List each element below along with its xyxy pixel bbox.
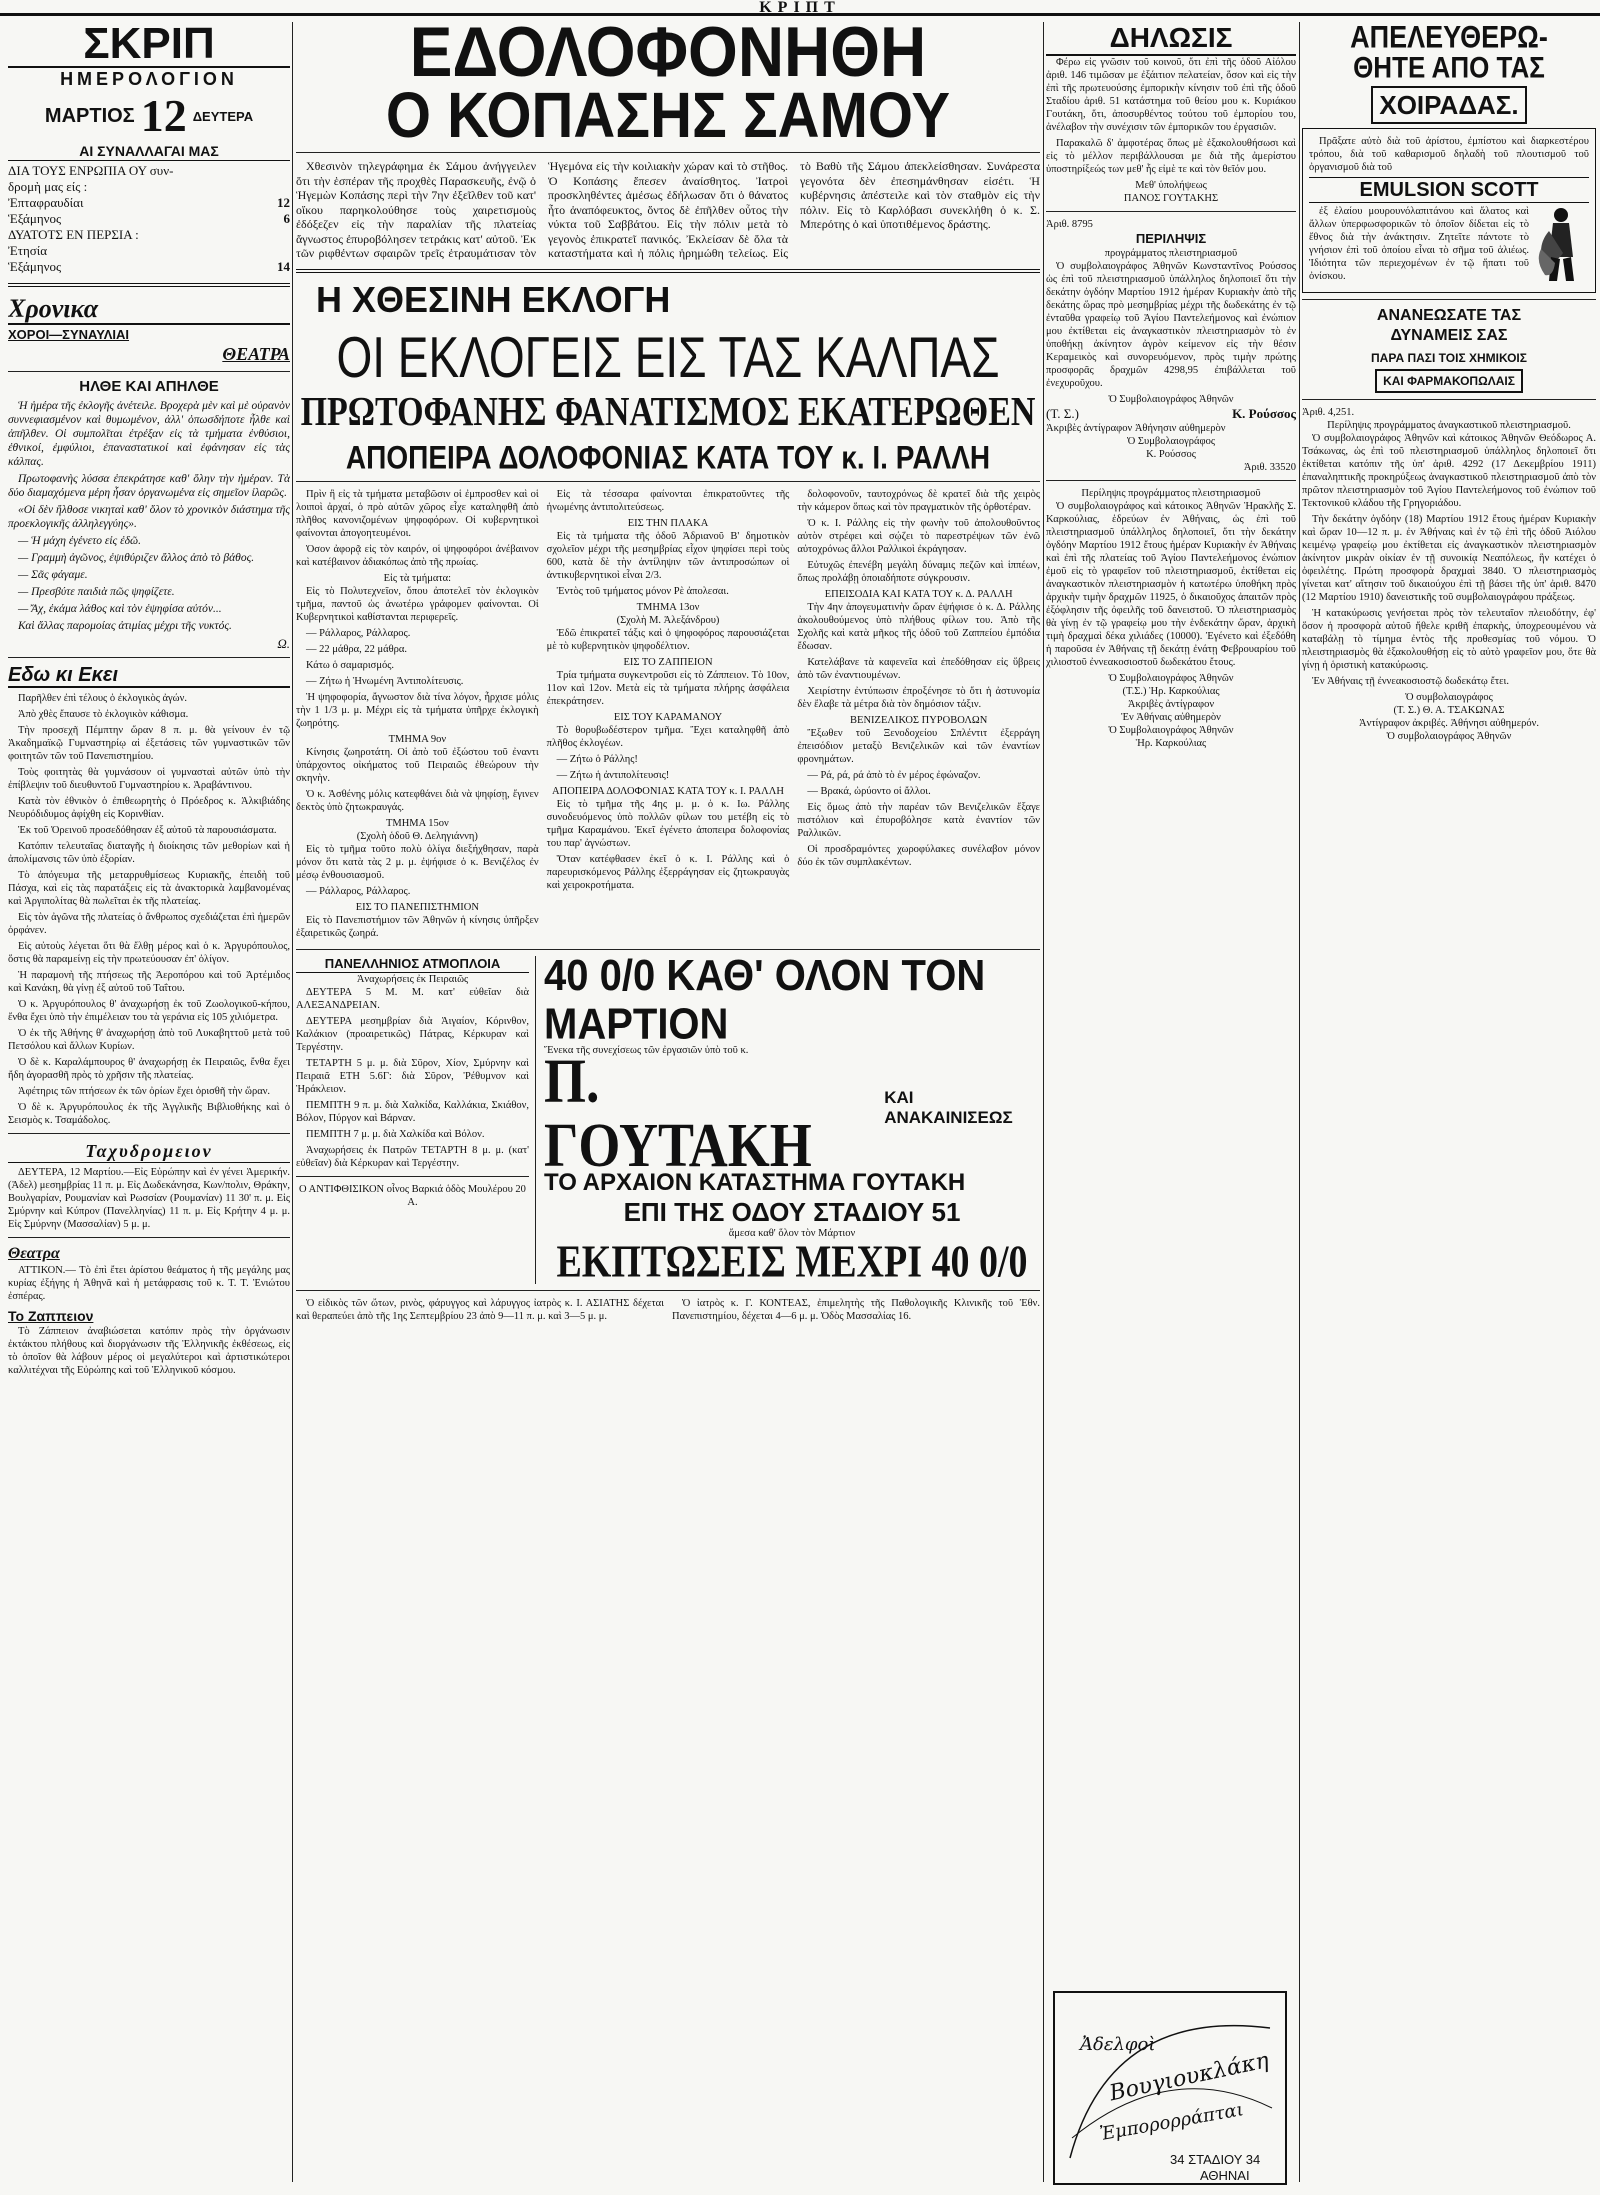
lead-article: Χθεσινὸν τηλεγράφημα ἐκ Σάμου ἀνήγγειλεν ὅτι τὴν ἑσπέραν τῆς προχθὲς Παρασκευῆς, ἐνῷ ὁ Ἡγεμὼν Κοπάσης περὶ τὴν 7ην ἐξεῖλθεν τοῦ κατ' οἴκου παρηκολούθησε τοὺς χαιρετισμοὺς ἐδόξεζεν εἰς τὴν παραλίαν τῆς πλατείας ἄγνωστος ἐπυροβόλησεν τετράκις κατ' αὐτοῦ. Ἐκ τῶν ριφθέντων σφαιρῶν τρεῖς ἐτραυμάτισαν τὸν Ἡγεμόνα εἰς τὴν κοιλιακὴν χώραν καὶ τὸ στῆθος. Ὁ Κοπάσης ἔπεσεν ἀναίσθητος. Ἰατροὶ προσκληθέντες ἀμέσως ἐδήλωσαν ὅτι ὁ θάνατος ἦτο ἀναπόφευκτος, ὄντος δὲ ἐπῆλθεν οὗτος τὴν νύκτα τοῦ Σαββάτου. Εἰς τὴν πόλιν μετὰ τὸ γεγονὸς ἐπικρατεῖ πανικός. Ἐκλείσαν δὲ ὅλα τὰ καταστήματα καὶ ἡ πόλις ἠρημώθη τελείως. Εἰς τὸ Βαθὺ τῆς Σάμου ἀπεκλείσθησαν. Συνάρεστα γεγονότα δὲν ἐπεσημάνθησαν εἰσέτι. Ἡ κυβέρνησις ἀπέστειλε καὶ τὸν σταθμὸν εἰς τὴν πόλιν. Εἰς τὸ Καρλόβασι συνεκλήθη ὁ κ. Σ. Μπερότης ὁ καὶ ὑποτιθέμενος δράστης. xyxy=(296,159,1040,260)
office-line: Ὁ Συμβολαιογράφος xyxy=(1127,436,1215,447)
notice-sig: Ὁ συμβολαιογράφος xyxy=(1405,692,1493,703)
number-label: Ἀριθ. 8795 xyxy=(1046,219,1093,230)
theatra-heading: ΘΕΑΤΡΑ xyxy=(222,344,290,364)
renew-line1: ΑΝΑΝΕΩΣΑΤΕ ΤΑΣ xyxy=(1376,307,1522,324)
article-paragraph: Χειρίστην ἐντύπωσιν ἐπροξένησε τὸ ὅτι ἡ ἀστυνομία δὲν ἔλαβε τὰ μέτρα διὰ τὸν δημόσιον τάξιν. xyxy=(797,685,1040,710)
ad-title-line1: ΑΠΕΛΕΥΘΕΡΩ- xyxy=(1350,22,1548,55)
office-name: Κ. Ρούσσος xyxy=(1146,449,1196,460)
divider xyxy=(1046,211,1296,212)
article-paragraph: Ἐδῶ ἐπικρατεῖ τάξις καὶ ὁ ψηφοφόρος παρουσιάζεται μὲ τὸ κυβερνητικὸν ψηφοδέλτιον. xyxy=(546,627,790,652)
story-paragraph: «Οἱ δὲν ἤλθοσε νικηταὶ καθ' ὅλον τὸ χρονικὸν διάστημα τῆς προεκλογικῆς ἀλληλεγγύης». xyxy=(8,504,290,530)
number-label: Ἀριθ. 33520 xyxy=(1243,462,1296,473)
article-paragraph: Οἱ προσδραμόντες χωροφύλακες συνέλαβον μόνον δύο ἐκ τῶν συμπλακέντων. xyxy=(797,843,1040,868)
office-name: Κ. Ρούσσος xyxy=(1232,406,1296,421)
column-rule xyxy=(1299,22,1300,2182)
article-paragraph: Κατελάβανε τὰ καφενεῖα καὶ ἐπεδόθησαν εἰς ὕβρεις ἀπὸ τῶν ἐναντιουμένων. xyxy=(797,656,1040,681)
story-signature: Ω. xyxy=(277,636,290,651)
bottom-ads xyxy=(296,951,1040,1287)
shipping-line: ΠΕΜΠΤΗ 9 π. μ. διὰ Χαλκίδα, Καλλάκια, Σκιάθον, Βόλον, Πύργον καὶ Βάρναν. xyxy=(296,1099,529,1124)
renew-line2: ΔΥΝΑΜΕΙΣ ΣΑΣ xyxy=(1390,327,1508,344)
calendar-label: ΗΜΕΡΟΛΟΓΙΟΝ xyxy=(60,69,238,89)
news-item: Ἡ παραμονὴ τῆς πτήσεως τῆς Ἀεροπόρου καὶ τοῦ Ἀρτέμιδος καὶ Κανάκη, θὰ γίνῃ ἐξ αὐτοῦ τοῦ Ταΐτου. xyxy=(8,970,290,994)
article-paragraph: — Ράλλαρος, Ράλλαρος. xyxy=(306,627,411,639)
logo-text: Ἐμπορορράπται xyxy=(1098,2099,1246,2146)
perilipsis2-title: Περίληψις προγράμματος πλειστηριασμοῦ xyxy=(1081,488,1261,499)
divider xyxy=(1302,399,1596,400)
divider xyxy=(1046,480,1296,481)
scott-intro: Πρᾶξατε αὐτὸ διὰ τοῦ ἀρίστου, ἐμπίστου καὶ διαρκεστέρου τρόπου, διὰ τοῦ καθαρισμοῦ δηλαδὴ τοῦ πλουτισμοῦ τοῦ ὀργανισμοῦ διὰ τοῦ xyxy=(1309,136,1589,173)
article-subhead: ΤΜΗΜΑ 9ον xyxy=(388,733,447,745)
divider xyxy=(296,152,1040,153)
logo-text: 34 ΣΤΑΔΙΟΥ 34 xyxy=(1170,2152,1261,2167)
shipping-line: Ἀναχωρήσεις ἐκ Πατρῶν ΤΕΤΑΡΤΗ 8 μ. μ. (κατ' εὐθεῖαν) διὰ Κέρκυραν καὶ Τεργέστην. xyxy=(296,1144,529,1169)
article-paragraph: Ὅταν κατέφθασεν ἐκεῖ ὁ κ. Ι. Ράλλης καὶ ὁ παρευρισκόμενος Ράλλης ἐξερράγησαν εἰς ζητωκραυγὰς καὶ χειροκροτήματα. xyxy=(546,853,790,891)
news-item: Κατόπιν τελευταῖας διαταγῆς ἡ διοίκησις τῶν μεθορίων καὶ ἡ ἀπολίμανσις τῶν ὑπὸ ἐξορίαν. xyxy=(8,841,290,865)
news-item: Ὁ ἐκ τῆς Ἀθήνης θ' ἀναχωρήσῃ ἀπὸ τοῦ Λυκαβηττοῦ μετὰ τοῦ Πετσόλου καὶ ἄλλων Κυρίων. xyxy=(8,1028,290,1052)
weekday-label: ΔΕΥΤΕΡΑ xyxy=(192,108,254,124)
article-paragraph: — Ζήτω ἡ Ἡνωμένη Ἀντιπολίτευσις. xyxy=(306,675,464,687)
article-subhead: ΕΙΣ ΤΟ ΠΑΝΕΠΙΣΤΗΜΙΟΝ xyxy=(355,901,479,913)
article-column xyxy=(797,488,1040,943)
article-paragraph: — 22 μάθρα, 22 μάθρα. xyxy=(306,643,408,655)
divider xyxy=(8,657,290,658)
divider xyxy=(8,371,290,372)
article-paragraph: Ὁ κ. Ἀσθένης μόλις κατεφθάνει διὰ νὰ ψηφίσῃ, ἔγινεν δεκτὸς ὑπὸ ζητωκραυγάς. xyxy=(296,788,539,813)
story-paragraph: — Πρεσβύτε παιδιὰ πῶς ψηφίζετε. xyxy=(18,586,175,598)
article-paragraph: Εἰς τὸ Πολυτεχνεῖον, ὅπου ἀποτελεῖ τὸν ἐκλογικὸν τμῆμα, παντοῦ ὡς ἀνωτέρω γράφομεν φαίνονται. Οἱ Κυβερνητικοὶ καθίστανται περιφερεῖς. xyxy=(296,585,539,623)
exchange-label: ΔΥΑΤΟΤΣ ΕΝ ΠΕΡΣΙΑ : xyxy=(8,227,139,242)
column-rule xyxy=(1043,22,1044,2182)
ad-title-line3: ΧΟΙΡΑΔΑΣ. xyxy=(1371,86,1526,124)
headline-attempt: ΑΠΟΠΕΙΡΑ ΔΟΛΟΦΟΝΙΑΣ ΚΑΤΑ ΤΟΥ κ. Ι. ΡΑΛΛΗ xyxy=(345,439,991,475)
article-subhead: ΑΠΟΠΕΙΡΑ ΔΟΛΟΦΟΝΙΑΣ ΚΑΤΑ ΤΟΥ κ. Ι. ΡΑΛΛΗ xyxy=(552,785,784,797)
office2-line: Ὁ Συμβολαιογράφος Ἀθηνῶν xyxy=(1108,725,1234,736)
exchange-row xyxy=(8,243,290,259)
news-item: Τὴν προσεχῆ Πέμπτην ὥραν 8 π. μ. θὰ γείνουν ἐν τῷ Ἀκαδημαϊκῷ Γυμναστηρίῳ αἱ ἐξετάσεις τῶν γυμναστικῶν τῶν φοιτητῶν τῶν τοῦ Πανεπιστημίου. xyxy=(8,725,290,762)
antiseptic-ad: Ο ΑΝΤΙΦΘΙΣΙΚΟΝ οἶνος Βαρκιά ὁδὸς Μουλέρου 20 Α. xyxy=(299,1183,526,1208)
headline-election: Η ΧΘΕΣΙΝΗ ΕΚΛΟΓΗ xyxy=(316,278,671,320)
exchange-label: Ἐπταφραυδίαι xyxy=(8,195,84,210)
sale-and: ΚΑΙ ΑΝΑΚΑΙΝΙΣΕΩΣ xyxy=(884,1087,1013,1127)
exchange-label: Ἑξάμηνος xyxy=(8,259,62,274)
headline-voters: ΟΙ ΕΚΛΟΓΕΙΣ ΕΙΣ ΤΑΣ ΚΑΛΠΑΣ xyxy=(336,324,1000,389)
article-subhead: ΕΙΣ ΤΗΝ ΠΛΑΚΑ xyxy=(627,517,709,529)
divider xyxy=(296,269,1040,273)
article-subhead: ΕΙΣ ΤΟ ΖΑΠΠΕΙΟΝ xyxy=(623,656,713,668)
theatra2-heading: Θεατρα xyxy=(8,1245,60,1262)
office2-line: Ἐν Ἀθήναις αὐθημερὸν xyxy=(1121,712,1221,723)
perilipsis-text: Ὁ συμβολαιογράφος Ἀθηνῶν Κωνσταντῖνος Ρούσσος ὡς ἐπὶ τοῦ πλειστηριασμοῦ ὑπάλληλος δηλοποιεῖ ὅτι τὴν δεκάτην ὀγδόην Μαρτίου 1912 ἡμέραν Κυριακὴν ἀπὸ τῆς δεκάτης ὥρας πρὸ μεσημβρίας μέχρι τῆς δωδεκάτης ἐν τῷ ἐνταῦθα γραφείῳ τοῦ Ἁγίου Παντελεήμονος καὶ ἐνώπιον μου ἐκτίθεται εἰς ἀναγκαστικὸν πλειστηριασμὸν τὸ ἐν ὑποθήκῃ ἀκίνητον ἀγρὸν κείμενον εἰς τὴν θέσιν Κεραμεικὸς καὶ συνορευόμενον, πρὸς τιμὴν πρώτης προσφορᾶς δραχμῶν 4298,95 ἐπιβάλλεται τοῦ ἐνεχυροῦχου. xyxy=(1046,261,1296,389)
exchange-label: δρομὴ μας είς : xyxy=(8,179,88,194)
article-column xyxy=(547,488,790,943)
month-label: ΜΑΡΤΙΟΣ xyxy=(44,105,135,127)
logo-text: Ἀδελφοὶ xyxy=(1080,2034,1156,2055)
office2-line: Ἀκριβὲς ἀντίγραφον xyxy=(1127,699,1215,710)
day-number: 12 xyxy=(140,90,187,141)
goutakis-ad xyxy=(544,951,1040,1287)
shipping-subtitle: Ἀναχωρήσεις ἐκ Πειραιῶς xyxy=(356,973,469,985)
office-line: Ἀκριβὲς ἀντίγραφον Ἀθήνησιν αὐθημερὸν xyxy=(1046,423,1226,434)
footer-ad: Ὁ ἰατρὸς κ. Γ. ΚΟΝΤΕΑΣ, ἐπιμελητὴς τῆς Παθολογικῆς Κλινικῆς τοῦ Ἐθν. Πανεπιστημίου, δέχεται 4—6 μ. μ. Ὁδὸς Μασσαλίας 16. xyxy=(672,1297,1040,1322)
story-paragraph: — Ἡ μάχη ἐγένετο εἰς ἐδῶ. xyxy=(18,535,141,547)
story-paragraph: — Γραμμὴ ἀγῶνος, ἐψιθύριζεν ἄλλος ἀπὸ τὸ βάθος. xyxy=(18,552,255,564)
article-subhead: Εἰς τὰ τμήματα: xyxy=(383,572,452,584)
exchange-row xyxy=(8,211,290,227)
center-column xyxy=(296,22,1040,2182)
article-paragraph: Εἰς τὸ τμῆμα τοῦτο πολὺ ὀλίγα διεξήχθησαν, παρὰ μόνον ὅτι κατὰ τὰς 2 μ. μ. ἐψήφισε ὁ κ. Βενιζέλος ἐν μέσῳ ἐνθουσιασμοῦ. xyxy=(296,843,539,881)
article-paragraph: Ἡ ψηφοφορία, ἄγνωστον διὰ τίνα λόγον, ἦρχισε μόλις τὴν 1 1/3 μ. μ. Μέχρι εἰς τὰ τμήματα ὑπῆρχε ἐκλογικὴ ζωηρότης. xyxy=(296,691,539,729)
news-item: Τοὺς φοιτητὰς θὰ γυμνάσουν οἱ γυμνασταὶ αὐτῶν ὑπὸ τὴν ἐπίβλεψιν τοῦ διευθυντοῦ Γυμναστηρίου κ. Ἀραβάντινου. xyxy=(8,767,290,791)
exchange-row xyxy=(8,179,290,195)
scott-body: ἐξ ἐλαίου μουρουνόλαπιτάνου καὶ ἄλατος καὶ ἄλλων ὑπερφωσφορικῶν τὸ ὁποῖον δίδεται εἰς τὸ ἔθνος διὰ τὴν ἀνάκτησιν. Ζητεῖτε πάντοτε τὸ γνήσιον ἐπὶ τοῦ ὁποίου εἶναι τὸ σῆμα τοῦ ἁλιέως. Ἰδιότητα τῶν περιεχομένων ἐν τῷ ἥπατι τοῦ ὀνίσκου. xyxy=(1309,206,1529,282)
article-paragraph: — Ράλλαρος, Ράλλαρος. xyxy=(306,885,411,897)
shipping-line: ΠΕΜΠΤΗ 7 μ. μ. διὰ Χαλκίδα καὶ Βόλον. xyxy=(306,1128,485,1140)
news-item: Ἐκ τοῦ Ὀρεινοῦ προσεδόθησαν ἐξ αὐτοῦ τὰ παρουσιάσματα. xyxy=(18,825,277,836)
news-item: Ἀφέτηρις τῶν πτήσεων ἐκ τῶν ὀρίων ἔχει ὁρισθῆ τὴν ὥραν. xyxy=(18,1086,271,1097)
headline-fanaticism: ΠΡΩΤΟΦΑΝΗΣ ΦΑΝΑΤΙΣΜΟΣ ΕΚΑΤΕΡΩΘΕΝ xyxy=(300,389,1036,435)
declaration-paragraph: Φέρω εἰς γνῶσιν τοῦ κοινοῦ, ὅτι ἐπὶ τῆς ὁδοῦ Αἰόλου ἀριθ. 146 τιμῶσαν με ἐξάιτιον πελατείαν, ὅσον καὶ εἰς τὴν ἐπὶ τῆς πρωτευούσης ἐμπορικὴν κίνησιν τοῦ ἐπὶ τῆς ὁδοῦ Σταδίου ἀριθ. 51 κατάστημα τοῦ θείου μου κ. Κυριάκου Γουτάκη, ὅτι, ἀποσυρθέντος τούτου τοῦ ἐμπορίου του, ἀνέλαβον τὴν συνέχισιν τῶν ἐμπορικῶν του ἐργασιῶν. xyxy=(1046,57,1296,133)
article-paragraph: Τρία τμήματα συγκεντροῦσι εἰς τὸ Ζάππειον. Τὸ 10ον, 11ον καὶ 12ον. Μετὰ εἰς τὰ τμήματα πλήρης ἀσφάλεια ἐπεκράτησεν. xyxy=(546,669,790,707)
scott-ad xyxy=(1302,128,1596,293)
divider xyxy=(8,1237,290,1238)
news-item: Ἀπὸ χθὲς ἔπαυσε τὸ ἐκλογικὸν κάθισμα. xyxy=(18,709,189,720)
exchange-label: ΔΙΑ ΤΟΥΣ ΕΝΡΩΠΙΑ ΟΥ συν- xyxy=(8,163,174,178)
divider xyxy=(296,949,1040,950)
news-item: Κατὰ τὸν ἐθνικὸν ὁ ἐπιθεωρητὴς ὁ Πρόεδρος κ. Ἀλκιβιάδης Νευρόδιδυμος ἀφίχθη εἰς Κορινθίαν. xyxy=(8,796,290,820)
news-item: Ὁ δὲ κ. Καραλάμπουρος θ' ἀναχωρήσῃ ἐκ Πειραιῶς, ἔνθα ἔχει ἤδη ἀγορασθῆ πρὸς τὸ χρῆσιν τῆς πλατείας. xyxy=(8,1057,290,1081)
emulsion-brand: EMULSION SCOTT xyxy=(1309,177,1589,203)
chronika-heading: Χρονικα xyxy=(8,295,290,325)
sale-big: ΕΚΠΤΩΣΕΙΣ ΜΕΧΡΙ 40 0/0 xyxy=(556,1236,1028,1287)
notice-sig: (Τ. Σ.) Θ. Α. ΤΣΑΚΩΝΑΣ xyxy=(1393,705,1505,716)
third-column xyxy=(1046,22,1296,2182)
left-column xyxy=(8,22,290,2182)
sale-sub: Ἕνεκα τῆς συνεχίσεως τῶν ἐργασιῶν ὑπὸ τοῦ κ. xyxy=(544,1044,749,1056)
office-line: Ὁ Συμβολαιογράφος Ἀθηνῶν xyxy=(1108,394,1234,405)
article-paragraph: Κάτω ὁ σαμαρισμός. xyxy=(306,659,395,671)
zappeion-heading: Το Ζαππειον xyxy=(8,1308,94,1324)
masthead-title: ΚΡΙΠΤ xyxy=(759,0,841,16)
divider xyxy=(296,1290,1040,1291)
article-body xyxy=(296,488,1040,943)
article-paragraph: — Βρακά, ὠρύοντο οἱ ἄλλοι. xyxy=(807,785,931,797)
notice-paragraph: Ἐν Ἀθήναις τῇ ἐννεακοσιοστῷ δωδεκάτῳ ἔτει. xyxy=(1312,676,1509,687)
skrip-title: ΣΚΡΙΠ xyxy=(8,22,290,68)
theatra2-text: ΑΤΤΙΚΟΝ.— Τὸ ἐπὶ ἔτει ἀρίστου θεάματος ἡ τῆς μεγάλης μας κυρίας ἐξήγης ἡ Ἀθηνᾶ καὶ ἡ μετάφρασις τοῦ κ. Τ. Τ. Ἑνιώτου ἐσπέρας. xyxy=(8,1265,290,1302)
article-paragraph: Τὴν 4ην ἀπογευματινὴν ὥραν ἐψήφισε ὁ κ. Δ. Ράλλης ἀκολουθούμενος ὑπὸ πλήθους φίλων του. Ἀπὸ τῆς Σχολῆς καὶ κατὰ μῆκος τῆς ὁδοῦ τοῦ Ζαππείου ἐμπόδια ἔδωσαν. xyxy=(797,601,1040,652)
article-paragraph: Εἰς τὰ τμήματα τῆς ὁδοῦ Ἀδριανοῦ Β' δημοτικὸν σχολεῖον μέχρι τῆς μεσημβρίας εἶχον ψηφίσει περὶ τοὺς 600, κατὰ δὲ τὴν ἀντίληψιν τῶν ἀντιπροσώπων οἱ ἀντικυβερνητικοὶ εἶναι 2/3. xyxy=(546,530,790,581)
article-subhead: ΕΙΣ ΤΟΥ ΚΑΡΑΜΑΝΟΥ xyxy=(613,711,723,723)
tailors-logo xyxy=(1050,1988,1290,2188)
post-text: ΔΕΥΤΕΡΑ, 12 Μαρτίου.—Εἰς Εὐρώπην καὶ ἐν γένει Ἀμερικήν. (Ἀδελ) μεσημβρίας 11 π. μ. Εἰς Δωδεκάνησα, Κων/πολιν, Θράκην, Βουλγαρίαν, Ρουμανίαν καὶ Ρωσσίαν (Ρουμανίαν) 11 30' π. μ. Εἰς Σμύρνην καὶ Κύπρον (Πανελληνίας) 11 π. μ. Εἰς Κρήτην 4 μ. μ. Εἰς Σμύρνην (Μασσαλίαν) 5 μ. μ. xyxy=(8,1167,290,1230)
notice-paragraph: Ἡ κατακύρωσις γενήσεται πρὸς τὸν τελευταῖον πλειοδότην, ἐφ' ὅσον ἡ προσφορὰ αὐτοῦ ἤθελε κριθῆ ἐπαρκὴς, ὑποχρεουμένου νὰ καταβάλῃ τὸ τίμημα ἐντὸς τῆς προθεσμίας τοῦ νόμου. Ὁ πλειστηριασμὸς θὰ ἐξακολουθήσῃ εἰς τὸ αὐτὸ γραφεῖον μου, ὅτε θὰ γίνῃ ἡ ὁριστικὴ κατακύρωσις. xyxy=(1302,608,1596,671)
office-sig-row xyxy=(1046,406,1296,422)
declaration-title: ΔΗΛΩΣΙΣ xyxy=(1046,22,1296,56)
exchange-value: 14 xyxy=(277,259,290,274)
divider xyxy=(296,1176,529,1177)
divider xyxy=(1302,299,1596,300)
divider xyxy=(8,283,290,287)
exchange-row xyxy=(8,195,290,211)
news-item: Ὁ δὲ κ. Ἀργυρόπουλος ἐκ τῆς Ἀγγλικῆς Βιβλιοθήκης καὶ ὁ Σεισμὸς κ. Τσαμάδολος. xyxy=(8,1102,290,1126)
news-item: Εἰς τὸν ἀγῶνα τῆς πλατείας ὁ ἄνθρωπος σχεδιάζεται ἐπὶ ἡμερῶν ὀρφάνεν. xyxy=(8,912,290,936)
article-paragraph: Εἰς τὸ τμῆμα τῆς 4ης μ. μ. ὁ κ. Ιω. Ράλλης συνοδευόμενος ὑπὸ πολλῶν φίλων του μετέβη εἰς τὸ τμῆμα Καραμάνου. Ἐκεῖ ἐγένετο ἀποπειρα δολοφονίας του παρ' ἀγνώστων. xyxy=(546,798,790,849)
shipping-title: ΠΑΝΕΛΛΗΝΙΟΣ ΑΤΜΟΠΛΟΙΑ xyxy=(296,956,529,973)
sale-percent: 40 0/0 ΚΑΘ' ΟΛΟΝ ΤΟΝ ΜΑΡΤΙΟΝ xyxy=(544,951,986,1048)
article-paragraph: Εὐτυχῶς ἐπενέβη μεγάλη δύναμις πεζῶν καὶ ἱππέων, ὅπως προλάβῃ ὁποιαδήποτε σύγκρουσιν. xyxy=(797,559,1040,584)
article-paragraph: — Ζήτω ὁ Ράλλης! xyxy=(556,753,638,765)
declaration-paragraph: Παρακαλῶ δ' ἀμφοτέρας ὅπως μὲ ἐξακολουθήσωσι καὶ εἰς τὸ μέλλον περιβάλλουσαι με διὰ τῆς ἀμερίστου ὑποστηρίξεώς των μεθ' ἧς εἰμὲ τε καὶ τὸν θεῖόν μου. xyxy=(1046,138,1296,175)
exchange-value: 12 xyxy=(277,195,290,210)
footer-ad: Ὁ εἰδικὸς τῶν ὤτων, ρινὸς, φάρυγγος καὶ λάρυγγος ἰατρὸς κ. Ι. ΑΣΙΑΤΗΣ δέχεται καὶ θεραπεύει ἀπὸ τῆς 1ης Σεπτεμβρίου 23 ἀπὸ 9—11 π. μ. καὶ 3—5 μ. μ. xyxy=(296,1297,664,1322)
article-paragraph: Εἰς τὰ τέσσαρα φαίνονται ἐπικρατοῦντες τῆς ἡνωμένης ἀντιπολιτεύσεως. xyxy=(546,488,790,513)
declaration-sig: Μεθ' ὑπολήψεως xyxy=(1135,180,1207,191)
news-item: Τὸ ἀπόγευμα τῆς μεταρρυθμίσεως Κυριακῆς, ἐπειδὴ τοῦ Πάσχα, καὶ εἰς τὰς παρατάξεις εἰς τὰ ἀνακτορικὰ λαμβανομένας καὶ Ἀργιπολίτας θὰ πωλεῖται ἐκ τῆς πλατείας. xyxy=(8,870,290,907)
exchange-row xyxy=(8,163,290,179)
article-paragraph: Εἰς ὅμως ἀπὸ τὴν παρέαν τῶν Βενιζελικῶν ἔξαγε πιστόλιον καὶ ἐπυροβόλησε κατὰ ἐναντίον τῶν Ραλλικῶν. xyxy=(797,801,1040,839)
perilipsis2-text: Ὁ συμβολαιογράφος καὶ κάτοικος Ἀθηνῶν Ἡρακλῆς Σ. Καρκούλιας, ἑδρεύων ἐν Ἀθήναις, ὡς ἐπὶ τοῦ πλειστηριασμοῦ ὑπάλληλος δηλοποιεῖ, ὅτι τὴν δεκάτην ὀγδόην Μαρτίου 1912 ἔτους ἡμέραν Κυριακὴν ἐν Ἀθήναις καὶ ἐπὶ τῆς πλατείας τοῦ Ἁγίου Παντελεήμονος ἐνώπιον ἐμοῦ εἰς τὸ γραφεῖον τοῦ πλειστηριασμοῦ, ἐκτίθεται εἰς ἀναγκαστικὸν πλειστηριασμὸν ἡ κατωτέρω ὑποθήκη πρὸς ἀρχικὴν τιμὴν δραχμῶν 11925, ὁ δικαιοῦχος ἀπαιτῶν πρὸς ἐξόφλησιν τῆς ὀφειλῆς τοῦ δανειστοῦ. Ὁ πλειστηριασμὸς θὰ γίνῃ ἐν τῷ γραφείῳ μου τὴν ἑνδεκάτην ὥραν, ἀρχικὴ τιμὴ δραχμαὶ δέκα χιλιάδες (10000). Ἐγένετο καὶ ἐξεδόθη ἡ παροῦσα ἐν Ἀθήναις τῇ δεκάτῃ ἐνάτῃ Φεβρουαρίου τοῦ χιλιοστοῦ ἐννεακοσιοστοῦ δωδεκάτου ἔτους. xyxy=(1046,501,1296,668)
exchange-label: Ἑξάμηνος xyxy=(8,211,62,226)
perilipsis-sub: προγράμματος πλειστηριασμοῦ xyxy=(1104,248,1238,259)
right-column xyxy=(1302,22,1596,2182)
exchange-value: 6 xyxy=(283,211,290,226)
article-subhead: ΒΕΝΙΖΕΛΙΚΟΣ ΠΥΡΟΒΟΛΩΝ xyxy=(850,714,988,726)
exchange-table xyxy=(8,163,290,275)
article-paragraph: Ἐντὸς τοῦ τμήματος μόνον Ρὲ ἀπολεσαι. xyxy=(556,585,729,597)
story-paragraph: Πρωτοφανὴς λύσσα ἐπεκράτησε καθ' ὅλην τὴν ἡμέραν. Τὰ δύο διαμαχόμενα μέρη ἦσαν ὀργανωμένα εἰς σημεῖον ἰλαρῶς. xyxy=(8,473,290,499)
divider xyxy=(8,1133,290,1134)
exchange-label: Ἐτησία xyxy=(8,243,48,258)
news-item: Εἰς αὐτοὺς λέγεται ὅτι θὰ ἔλθῃ μέρος καὶ ὁ κ. Ἀργυρόπουλος, ὅστις θὰ παραμείνῃ εἰς τὴν πρωτεύουσαν ἐπ' ὀλίγον. xyxy=(8,941,290,965)
perilipsis-title: ΠΕΡΙΛΗΨΙΣ xyxy=(1135,231,1207,246)
post-heading: Ταχυδρομειον xyxy=(8,1140,290,1163)
notice-number: Ἀριθ. 4,251. xyxy=(1302,407,1355,418)
office2-line: Ἡρ. Καρκούλιας xyxy=(1135,738,1207,749)
exchange-row xyxy=(8,259,290,275)
article-subhead: ΕΠΕΙΣΟΔΙΑ ΚΑΙ ΚΑΤΑ ΤΟΥ κ. Δ. ΡΑΛΛΗ xyxy=(824,588,1013,600)
article-paragraph: Ὁσον ἀφορᾷ εἰς τὸν καιρόν, οἱ ψηφοφόροι ἀνέβαινον καὶ κατέβαινον ἀδιακόπως ἀπὸ τῆς πρωίας. xyxy=(296,543,539,568)
shipping-ad xyxy=(296,956,536,1284)
choroi-heading: ΧΟΡΟΙ—ΣΥΝΑΥΛΙΑΙ xyxy=(8,327,130,342)
shipping-line: ΔΕΥΤΕΡΑ 5 Μ. Μ. κατ' εὐθεῖαν διὰ ΑΛΕΞΑΝΔΡΕΙΑΝ. xyxy=(296,986,529,1011)
column-rule xyxy=(292,22,293,2182)
article-paragraph: Ἔξωθεν τοῦ Ξενοδοχείου Σπλέντιτ ἐξερράγη ἐπεισόδιον μεταξὺ Βενιζελικῶν καὶ τῶν ἐναντίων φρονημάτων. xyxy=(797,727,1040,765)
ad-title-box xyxy=(1302,86,1596,124)
ad-title-line2: ΘΗΤΕ ΑΠΟ ΤΑΣ xyxy=(1353,49,1545,85)
renew-box xyxy=(1302,369,1596,393)
story-paragraph: Καὶ ἄλλας παρομοίας ἀτιμίας μέχρι τῆς νυκτός. xyxy=(18,620,232,632)
article-paragraph: — Ζήτω ἡ ἀντιπολίτευσις! xyxy=(556,769,670,781)
article-paragraph: Πρὶν ἢ εἰς τὰ τμήματα μεταβῶσιν οἱ ἐμπροσθεν καὶ οἱ λοιποὶ ἀρχαί, ὁ πρὸ αὐτῶν χῶρος εἶχε καταληφθῆ ἀπὸ πλῆθος κανονιζομένων ψηφοφόρων. Οἱ κυβερνητικοὶ φαίνονται ἀπογοητευμένοι. xyxy=(296,488,539,539)
edo-heading: Εδω κι Εκει xyxy=(8,664,290,688)
sale-note: ἄμεσα καθ' ὅλον τὸν Μάρτιον xyxy=(728,1227,856,1239)
story-paragraph: — Σᾶς φάγαμε. xyxy=(18,569,88,581)
divider xyxy=(296,481,1040,482)
notice-paragraph: Τὴν δεκάτην ὀγδόην (18) Μαρτίου 1912 ἔτους ἡμέραν Κυριακὴν καὶ ὥραν 10—12 π. μ. ἐν Ἀθήναις καὶ ἐν τῷ ἐπὶ τῆς ὁδοῦ Ἀιόλου κειμένῳ γραφείῳ μου ἐκτίθεται εἰς ἀναγκαστικὸν πλειστηριασμὸν ἀκίνητον μικρὰν οἰκίαν ἐν τῇ συνοικίᾳ Νεαπόλεως, ἣν κατέχει ὁ ὀφειλέτης. Πρώτη προσφορὰ δραχμαὶ 3840. Ὁ πλειστηριασμὸς γίνεται κατ' αἴτησιν τοῦ δικαιούχου ἐπὶ τῇ βάσει τῆς ὑπ' ἀριθ. 8470 (12 Μαρτίου 1910) δανειστικῆς τοῦ συμβολαιογράφου πράξεως. xyxy=(1302,514,1596,603)
fisherman-figure xyxy=(1533,205,1589,283)
notice-title: Περίληψις προγράμματος ἀναγκαστικοῦ πλειστηριασμοῦ. xyxy=(1327,420,1571,431)
office2-line: (Τ.Σ.) Ἡρ. Καρκούλιας xyxy=(1122,686,1220,697)
declaration-sig: ΠΑΝΟΣ ΓΟΥΤΑΚΗΣ xyxy=(1123,193,1219,204)
article-paragraph: — Ρά, ρά, ρά ἀπὸ τὸ ἐν μέρος ἐφώναζον. xyxy=(807,769,981,781)
shipping-line: ΔΕΥΤΕΡΑ μεσημβρίαν διὰ Ἀιγαίον, Κόρινθον, Καλάκιον (προαιρετικῶς) Πάτρας, Κέρκυραν καὶ Τεργέστην. xyxy=(296,1015,529,1053)
article-subhead: (Σχολὴ Μ. Ἀλεξάνδρου) xyxy=(616,614,720,626)
article-subhead: (Σχολὴ ὁδοῦ Θ. Δεληγιάννη) xyxy=(356,830,478,842)
sale-street: ΕΠΙ ΤΗΣ ΟΔΟΥ ΣΤΑΔΙΟΥ 51 xyxy=(623,1196,961,1227)
sale-store: ΤΟ ΑΡΧΑΙΟΝ ΚΑΤΑΣΤΗΜΑ ΓΟΥΤΑΚΗ xyxy=(544,1168,966,1196)
exchange-row xyxy=(8,227,290,243)
office2-line: Ὁ Συμβολαιογράφος Ἀθηνῶν xyxy=(1108,673,1234,684)
date-block xyxy=(8,90,290,141)
logo-text: Βουγιουκλάκη xyxy=(1107,2048,1272,2107)
zappeion-text: Τὸ Ζάππειον ἀναβιώσεται κατόπιν πρὸς τὴν ὀργάνωσιν ἐκτάκτου πλήθους καὶ διοργάνωσιν τῆς Ἑλληνικῆς ἐκθέσεως, εἰς τὸ ὁποῖον θὰ λάβουν μέρος οἱ μεγαλύτεροι καὶ ἀρτιστικώτεροι καλλιτέχναι τῆς Εὐρώπης καὶ τοῦ Ἑλληνικοῦ κόσμου. xyxy=(8,1326,290,1376)
news-item: Παρῆλθεν ἐπὶ τέλους ὁ ἐκλογικὸς ἀγών. xyxy=(18,693,187,704)
renew-line3: ΠΑΡΑ ΠΑΣΙ ΤΟΙΣ ΧΗΜΙΚΟΙΣ xyxy=(1371,351,1527,365)
article-paragraph: Τὸ θορυβωδέστερον τμῆμα. Ἔχει καταληφθῆ ἀπὸ πλῆθος ἐκλογέων. xyxy=(546,724,790,749)
story-title: ΗΛΘΕ ΚΑΙ ΑΠΗΛΘΕ xyxy=(79,378,219,395)
article-paragraph: δολοφονοῦν, ταυτοχρόνως δὲ κρατεῖ διὰ τῆς χειρὸς τὴν κάμερον ὅπως καὶ τὸν πραγματικὸν τῆς ὀρθοτέραν. xyxy=(797,488,1040,513)
notice-sig: Ὁ συμβολαιογράφος Ἀθηνῶν xyxy=(1386,731,1512,742)
article-column xyxy=(296,488,539,943)
news-item: Ὁ κ. Ἀργυρόπουλος θ' ἀναχωρήσῃ ἐκ τοῦ Ζωολογικοῦ-κήπου, ἔνθα ἔχει ὑπὸ τὴν ἐπιμέλειαν του τὰ γεράνια εἰς 105 χιλιόμετρα. xyxy=(8,999,290,1023)
sale-name: Π. ΓΟΥΤΑΚΗ xyxy=(544,1045,812,1180)
article-paragraph: Ὁ κ. Ι. Ράλλης εἰς τὴν φωνὴν τοῦ ἀπολουθοῦντος αὐτὸν στρέφει καὶ σῴζει τὸ παρεστρέψων τῶν ἐνῶ αὐτοχρόνως ἄλλοι Ραλλικοὶ ἐκράγησαν. xyxy=(797,517,1040,555)
exchange-title: ΑΙ ΣΥΝΑΛΛΑΓΑΙ ΜΑΣ xyxy=(8,142,290,161)
article-paragraph: Κίνησις ζωηροτάτη. Οἱ ἀπὸ τοῦ ἐξώστου τοῦ ἐναντι ὑπάρχοντος οἰκήματος τοῦ Πειραιῶς ἐθεώρουν τὴν σκηνὴν. xyxy=(296,746,539,784)
logo-text: ΑΘΗΝΑΙ xyxy=(1200,2168,1250,2183)
notice-sig: Ἀντίγραφον ἀκριβές. Ἀθήνησι αὐθημερόν. xyxy=(1358,718,1540,729)
article-subhead: ΤΜΗΜΑ 13ον xyxy=(636,601,700,613)
article-subhead: ΤΜΗΜΑ 15ον xyxy=(385,817,449,829)
shipping-line: ΤΕΤΑΡΤΗ 5 μ. μ. διὰ Σῦρον, Χίον, Σμύρνην καὶ Πειραιᾶ ΕΤΗ 5.6Γ: διὰ Σῦρον, Ῥέθυμνον καὶ Ἡράκλειον. xyxy=(296,1057,529,1095)
notice-text: Ὁ συμβολαιογράφος Ἀθηνῶν καὶ κάτοικος Ἀθηνῶν Θεόδωρος Α. Τσάκωνας, ὡς ἐπὶ τοῦ πλειστηριασμοῦ ὑπάλληλος δηλοποιεῖ ὅτι ἐκτίθεται κατόπιν τῆς ὑπ' ἀριθ. 4292 (17 Δεκεμβρίου 1911) ἐπαναληπτικῆς προκηρύξεως ἀναγκαστικοῦ πλειστηριασμοῦ ἀπὸ τὸν πρῶτον πλειστηριασμὸν τοῦ Ἀγίου Παντελεήμονος τοῦ ἐνώπιον τοῦ Τεκτονικοῦ κλάδου τῆς Γρηγοριάδου. xyxy=(1302,433,1596,509)
renew-line4: ΚΑΙ ΦΑΡΜΑΚΟΠΩΛΑΙΣ xyxy=(1375,369,1523,393)
article-paragraph: Εἰς τὸ Πανεπιστήμιον τῶν Ἀθηνῶν ἡ κίνησις ὑπῆρξεν ἐξαιρετικῶς ζωηρά. xyxy=(296,914,539,939)
story-paragraph: Ἡ ἡμέρα τῆς ἐκλογῆς ἀνέτειλε. Βροχερὰ μὲν καὶ μὲ οὐρανὸν συννεφιασμένον καὶ θυμωμένον, ἀλλ' ὁπωσδήποτε ἦλθε καὶ ἀπῆλθεν. Οἱ συμπολῖται ἐτρέξαν εἰς τὰ τμήματα ἐνθύσιοι, ἐθνικοί, ἐμφύλιοι, ἐπαναστατικοί καὶ ἐφάνησαν εἰς τὰς κάλπας. xyxy=(8,400,290,468)
headline-assassinated: ΕΔΟΛΟΦΟΝΗΘΗ xyxy=(409,22,927,92)
footer-ads xyxy=(296,1297,1040,1326)
office-stamp: (Τ. Σ.) xyxy=(1046,406,1079,421)
story-paragraph: — Ἄχ, ἐκάμα λάθος καὶ τὸν ἐψηφίσα αὐτόν... xyxy=(18,603,222,615)
headline-kopasis: Ο ΚΟΠΑΣΗΣ ΣΑΜΟΥ xyxy=(385,79,951,152)
